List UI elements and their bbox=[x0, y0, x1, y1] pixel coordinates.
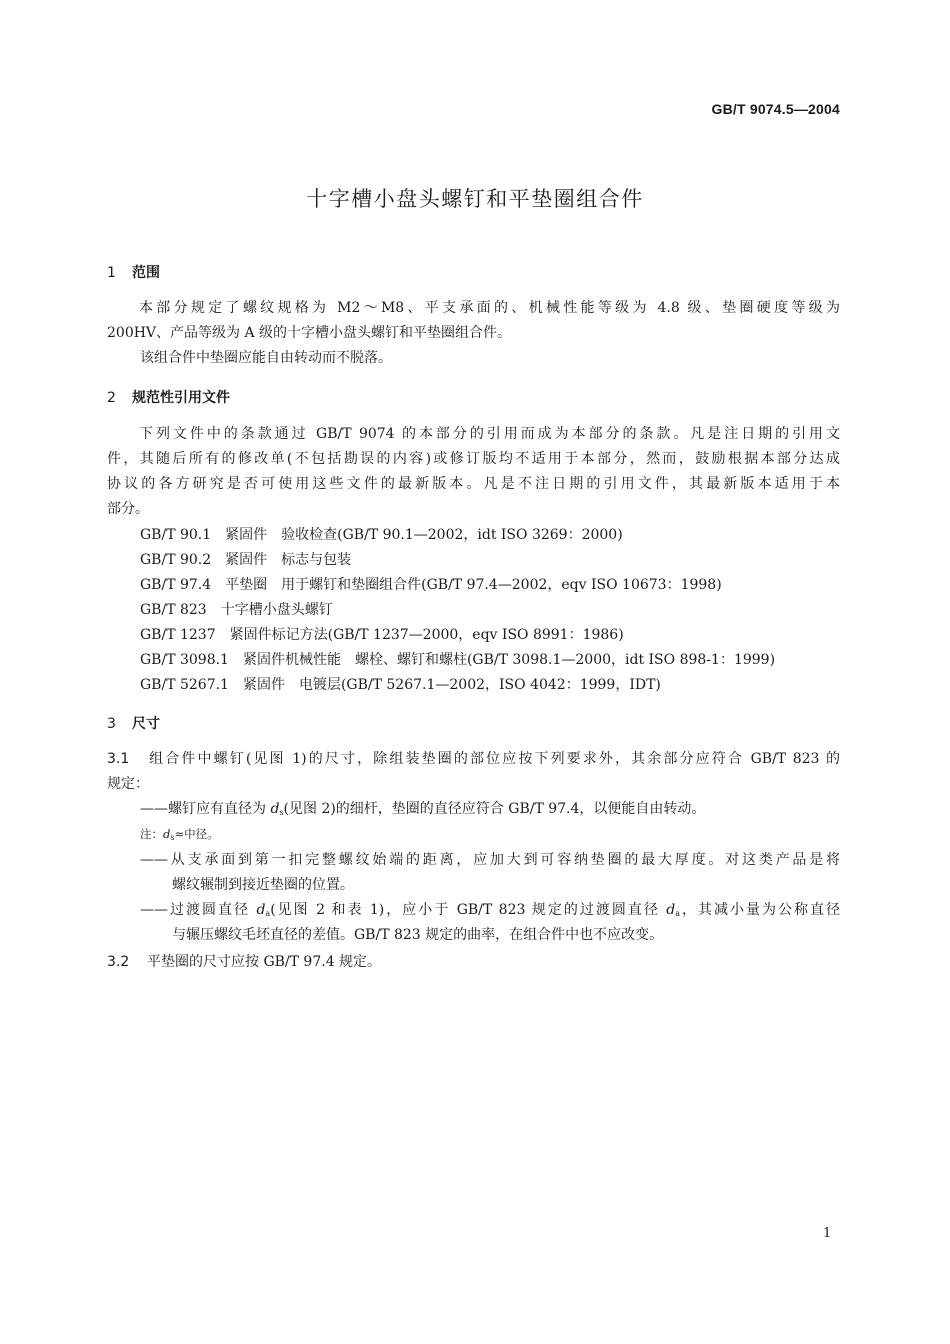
section-1-title: 范围 bbox=[132, 265, 160, 281]
section-1-paragraph-line-1 bbox=[107, 296, 840, 321]
reference-item: GB/T 90.2 紧固件 标志与包装 bbox=[140, 552, 352, 568]
note-label: 注： bbox=[140, 827, 163, 841]
dash-item-3-text-c: ，其减小量为公称直径 bbox=[680, 902, 841, 918]
section-1-paragraph-2: 该组合件中垫圈应能自由转动而不脱落。 bbox=[140, 350, 392, 366]
dash-item-3-text-a: ——过渡圆直径 bbox=[140, 902, 257, 918]
section-2-number: 2 bbox=[107, 390, 116, 406]
dash-item-2-line-2: 螺纹辗制到接近垫圈的位置。 bbox=[172, 877, 354, 893]
section-2-heading bbox=[107, 387, 230, 407]
reference-item: GB/T 1237 紧固件标记方法(GB/T 1237—2000，eqv ISO 8991：1986) bbox=[140, 627, 624, 643]
clause-3-1-line-2: 规定： bbox=[107, 776, 149, 792]
reference-item: GB/T 5267.1 紧固件 电镀层(GB/T 5267.1—2002，ISO 4042：1999，IDT) bbox=[140, 677, 661, 693]
section-1-heading bbox=[107, 262, 160, 282]
section-1-number: 1 bbox=[107, 265, 116, 281]
section-2-para-line-4: 部分。 bbox=[107, 501, 149, 517]
clause-3-1-line-1 bbox=[107, 747, 840, 772]
dash-item-3-line-1 bbox=[140, 898, 840, 926]
section-2-para-line-1 bbox=[107, 422, 840, 447]
reference-item: GB/T 90.1 紧固件 验收检查(GB/T 90.1—2002，idt ISO 3269：2000) bbox=[140, 527, 623, 543]
clause-3-1-number: 3.1 bbox=[107, 751, 130, 767]
section-3-heading bbox=[107, 713, 160, 733]
dash-item-1-text-a: ——螺钉应有直径为 bbox=[140, 801, 271, 817]
page-title: 十字槽小盘头螺钉和平垫圈组合件 bbox=[306, 187, 644, 211]
dash-item-3-text-b: (见图 2 和表 1)，应小于 GB/T 823 规定的过渡圆直径 bbox=[270, 902, 667, 918]
section-2-title: 规范性引用文件 bbox=[132, 390, 230, 406]
var-sub: s bbox=[170, 833, 175, 842]
note bbox=[140, 826, 219, 842]
var-d: d bbox=[163, 827, 171, 841]
reference-item: GB/T 97.4 平垫圈 用于螺钉和垫圈组合件(GB/T 97.4—2002，eqv ISO 10673：1998) bbox=[140, 577, 722, 593]
reference-item: GB/T 823 十字槽小盘头螺钉 bbox=[140, 602, 333, 618]
clause-3-1-text: 组合件中螺钉(见图 1)的尺寸，除组装垫圈的部位应按下列要求外，其余部分应符合 GB/T 823 的 bbox=[147, 751, 840, 767]
section-2-text: 下列文件中的条款通过 GB/T 9074 的本部分的引用而成为本部分的条款。凡是注日期的引用文 bbox=[139, 426, 840, 442]
page-number: 1 bbox=[823, 1226, 832, 1241]
var-d: d bbox=[270, 801, 280, 817]
note-text: ≈中径。 bbox=[174, 827, 219, 841]
var-d: d bbox=[666, 902, 676, 918]
var-sub: a bbox=[265, 909, 271, 918]
clause-3-2-text: 平垫圈的尺寸应按 GB/T 97.4 规定。 bbox=[147, 954, 382, 970]
dash-item-2-line-1: ——从支承面到第一扣完整螺纹始端的距离，应加大到可容纳垫圈的最大厚度。对这类产品是将 bbox=[140, 852, 840, 868]
section-2-para-line-2: 件，其随后所有的修改单(不包括勘误的内容)或修订版均不适用于本部分，然而，鼓励根据本部分达成 bbox=[107, 451, 840, 467]
section-3-number: 3 bbox=[107, 716, 116, 732]
clause-3-2 bbox=[107, 950, 381, 975]
dash-item-1 bbox=[140, 797, 705, 825]
standard-number: GB/T 9074.5—2004 bbox=[711, 101, 840, 117]
section-1-paragraph-line-2: 200HV、产品等级为 A 级的十字槽小盘头螺钉和平垫圈组合件。 bbox=[107, 325, 512, 341]
var-sub: a bbox=[675, 909, 681, 918]
var-sub: s bbox=[279, 808, 284, 817]
section-1-text: 本部分规定了螺纹规格为 M2～M8、平支承面的、机械性能等级为 4.8 级、垫圈硬度等级为 bbox=[139, 300, 840, 316]
clause-3-2-number: 3.2 bbox=[107, 954, 130, 970]
var-d: d bbox=[256, 902, 266, 918]
reference-item: GB/T 3098.1 紧固件机械性能 螺栓、螺钉和螺柱(GB/T 3098.1—2000，idt ISO 898-1：1999) bbox=[140, 652, 776, 668]
dash-item-3-line-2: 与辗压螺纹毛坯直径的差值。GB/T 823 规定的曲率，在组合件中也不应改变。 bbox=[172, 927, 664, 943]
section-3-title: 尺寸 bbox=[132, 716, 160, 732]
dash-item-1-text-b: (见图 2)的细杆，垫圈的直径应符合 GB/T 97.4，以便能自由转动。 bbox=[283, 801, 706, 817]
section-2-para-line-3: 协议的各方研究是否可使用这些文件的最新版本。凡是不注日期的引用文件，其最新版本适用于本 bbox=[107, 476, 840, 492]
